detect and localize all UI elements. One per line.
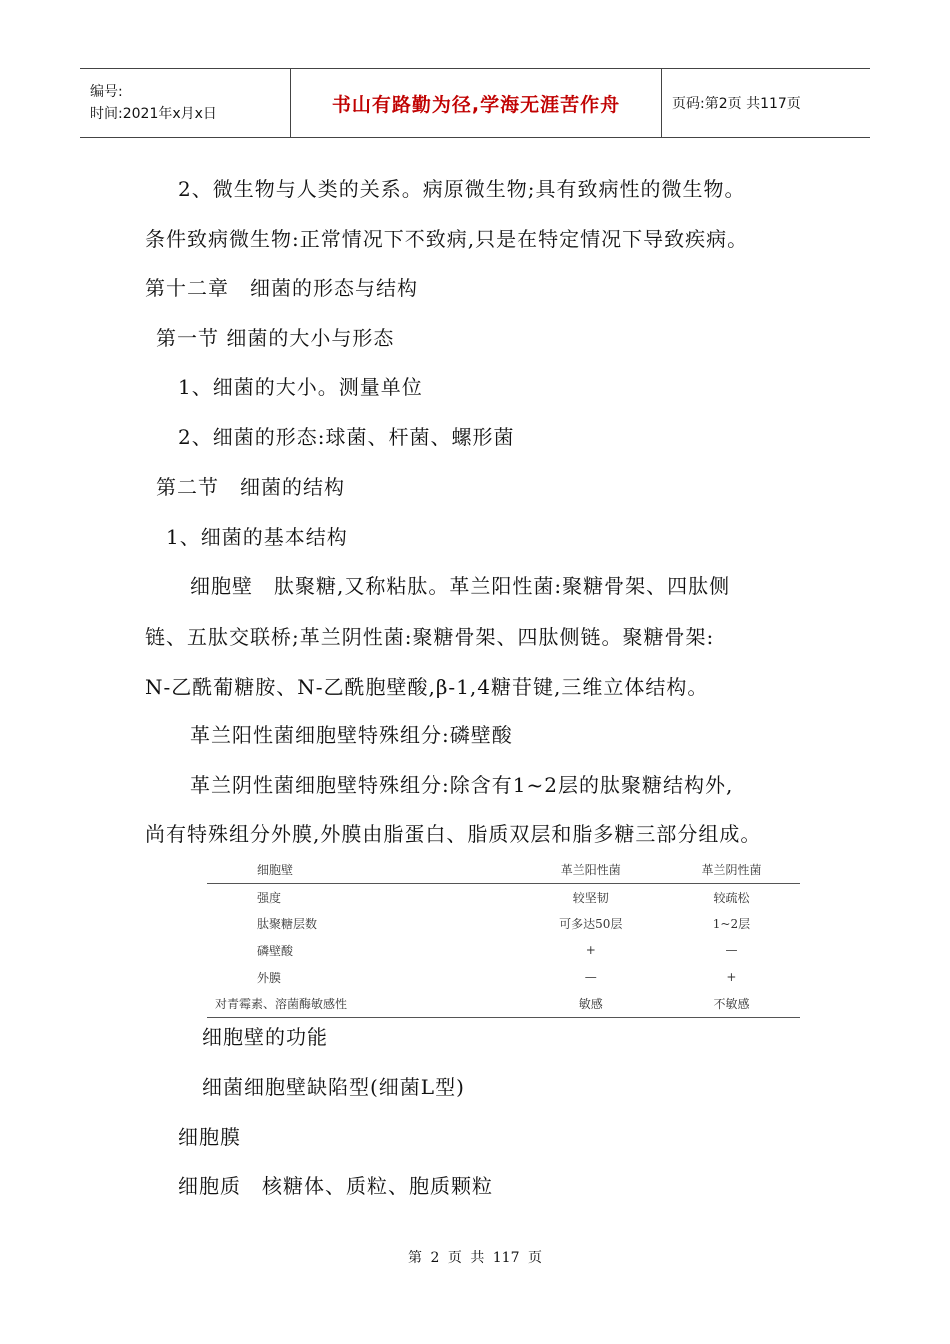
footer-page-number: 2 <box>430 1250 440 1266</box>
paragraph-line: 1、细菌的大小。测量单位 <box>178 375 423 399</box>
paragraph-line: 细胞膜 <box>178 1125 241 1149</box>
paragraph-line: 链、五肽交联桥;革兰阴性菌:聚糖骨架、四肽侧链。聚糖骨架: <box>145 625 715 649</box>
footer-total-pages: 117 <box>492 1250 520 1266</box>
chapter-heading: 第十二章 细菌的形态与结构 <box>145 276 418 300</box>
page-footer <box>0 1247 950 1267</box>
table-header: 革兰阳性菌 <box>519 855 663 884</box>
paragraph-line: 革兰阳性菌细胞壁特殊组分:磷壁酸 <box>190 723 513 747</box>
paragraph-line: 细胞壁的功能 <box>202 1025 328 1049</box>
header-page-info <box>662 69 870 137</box>
table-header: 细胞壁 <box>207 855 519 884</box>
footer-text: 第 <box>408 1250 423 1266</box>
header-motto-cell <box>291 69 662 137</box>
table-cell: + <box>726 970 737 985</box>
paragraph-line: 细胞质 核糖体、质粒、胞质颗粒 <box>178 1174 493 1198</box>
subsection-heading: 1、细菌的基本结构 <box>166 525 348 549</box>
table-cell: 较坚韧 <box>572 890 609 905</box>
table-cell: — <box>725 943 738 958</box>
paragraph-line: 革兰阴性菌细胞壁特殊组分:除含有1~2层的肽聚糖结构外, <box>190 773 734 797</box>
table-header-row <box>207 855 800 884</box>
cell-wall-comparison-table <box>207 855 800 1018</box>
paragraph-line: 细菌细胞壁缺陷型(细菌L型) <box>202 1075 465 1099</box>
table-row <box>207 911 800 938</box>
table-cell: 对青霉素、溶菌酶敏感性 <box>207 990 519 1017</box>
page-info: 页码:第2页 共117页 <box>672 96 801 112</box>
footer-text: 共 <box>470 1250 485 1266</box>
number-label: 编号: <box>90 84 123 100</box>
paragraph-line: 2、微生物与人类的关系。病原微生物;具有致病性的微生物。 <box>178 177 746 201</box>
table-cell: 1~2层 <box>712 917 751 932</box>
paragraph-line: N-乙酰葡糖胺、N-乙酰胞壁酸,β-1,4糖苷键,三维立体结构。 <box>145 675 709 699</box>
paragraph-line: 条件致病微生物:正常情况下不致病,只是在特定情况下导致疾病。 <box>145 227 749 251</box>
footer-text: 页 <box>527 1250 542 1266</box>
table-cell: + <box>585 943 596 958</box>
table-cell: 不敏感 <box>663 990 800 1017</box>
table-row <box>207 937 800 964</box>
table-cell: 较疏松 <box>713 890 750 905</box>
table-cell: 磷壁酸 <box>257 943 294 958</box>
table-row <box>207 884 800 911</box>
paragraph-line: 尚有特殊组分外膜,外膜由脂蛋白、脂质双层和脂多糖三部分组成。 <box>145 822 762 846</box>
table-header: 革兰阴性菌 <box>663 855 800 884</box>
table-cell: 强度 <box>257 890 282 905</box>
table-cell: — <box>584 970 597 985</box>
section-heading: 第二节 细菌的结构 <box>156 475 345 499</box>
paragraph-line: 2、细菌的形态:球菌、杆菌、螺形菌 <box>178 425 515 449</box>
footer-text: 页 <box>447 1250 462 1266</box>
header-meta <box>80 69 291 137</box>
table-cell: 肽聚糖层数 <box>257 917 318 932</box>
table-row <box>207 990 800 1017</box>
table-row <box>207 964 800 991</box>
motto: 书山有路勤为径,学海无涯苦作舟 <box>331 93 621 116</box>
section-heading: 第一节 细菌的大小与形态 <box>156 326 395 350</box>
table-cell: 敏感 <box>519 990 663 1017</box>
date-label: 时间:2021年x月x日 <box>90 106 217 122</box>
table-cell: 可多达50层 <box>559 917 623 932</box>
paragraph-line: 细胞壁 肽聚糖,又称粘肽。革兰阳性菌:聚糖骨架、四肽侧 <box>190 574 731 598</box>
table-cell: 外膜 <box>257 970 282 985</box>
page-header <box>80 68 870 138</box>
